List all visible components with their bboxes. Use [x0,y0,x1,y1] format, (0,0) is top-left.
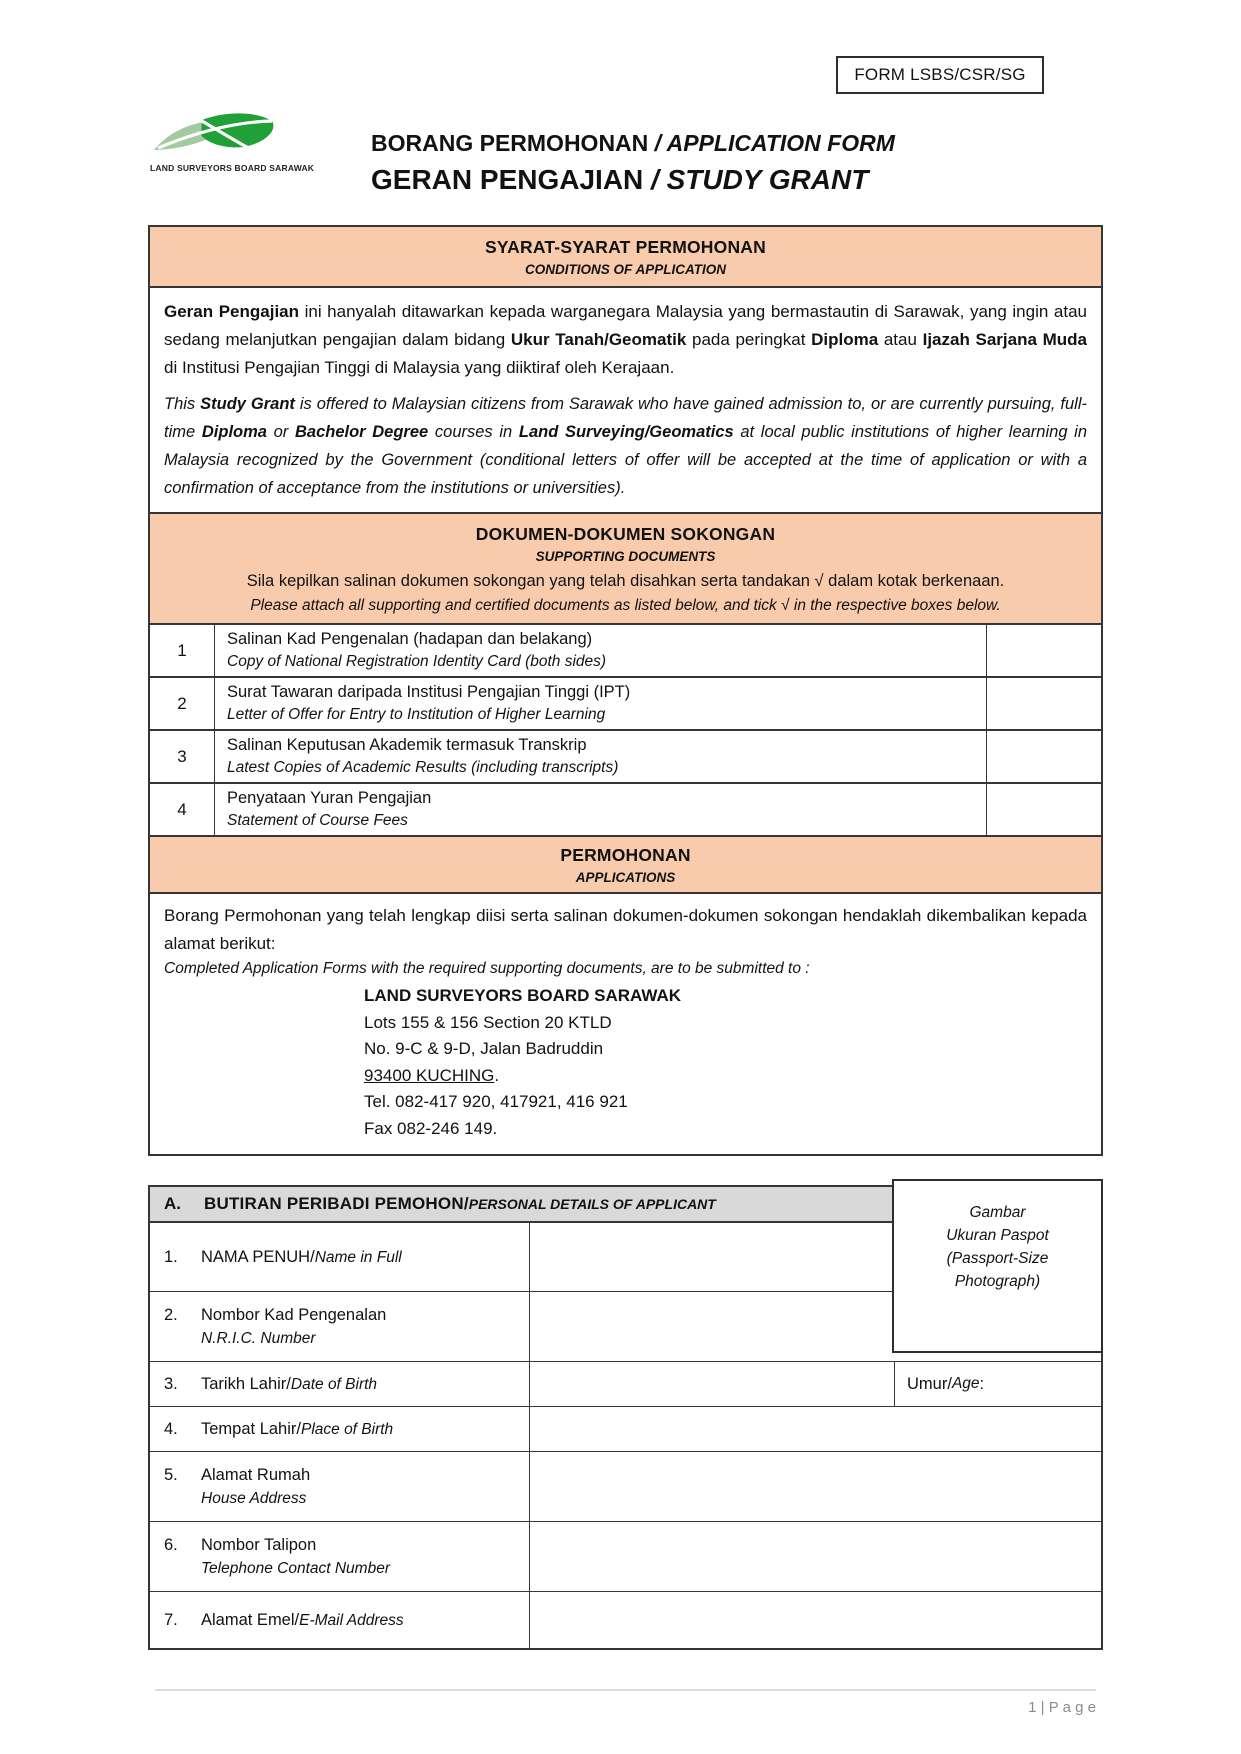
document-desc-en: Letter of Offer for Entry to Institution of Higher Learning [227,706,606,723]
document-row-number: 1 [150,625,215,676]
section-a-letter: A. [164,1194,181,1213]
documents-note-my: Sila kepilkan salinan dokumen sokongan yang telah disahkan serta tandakan √ dalam kotak berkenaan. [246,572,1005,590]
text-run: atau [878,330,923,349]
bold-run: Land Surveying/Geomatics [518,423,734,441]
field-label [150,1592,530,1648]
field-label-stack [201,1303,386,1351]
documents-title-en: SUPPORTING DOCUMENTS [535,549,716,564]
document-desc-my: Salinan Kad Pengenalan (hadapan dan belakang) [227,630,593,648]
document-row-number: 2 [150,678,215,729]
field-number: 1. [164,1247,178,1266]
field-input-pob[interactable] [530,1407,1101,1451]
conditions-and-documents-table [148,225,1103,1156]
field-number: 5. [164,1465,178,1484]
address-city-period: . [494,1065,500,1085]
address-city-line [364,1063,1087,1090]
page-number: 1 | P a g e [1028,1699,1096,1716]
document-desc-my: Penyataan Yuran Pengajian [227,789,432,807]
form-code-text: FORM LSBS/CSR/SG [854,65,1026,84]
conditions-paragraph-my [164,298,1087,382]
logo-caption: LAND SURVEYORS BOARD SARAWAK [150,163,315,173]
conditions-title-my: SYARAT-SYARAT PERMOHONAN [485,237,766,257]
photo-note-line: Ukuran Paspot [946,1227,1049,1244]
title-line2-en: STUDY GRANT [666,164,869,195]
field-label [150,1223,530,1291]
document-row-description [215,731,986,782]
field-row-telephone [150,1521,1101,1591]
field-label-my: Nombor Kad Pengenalan [201,1305,387,1324]
board-address-block [364,983,1087,1142]
title-sep2: / [643,164,667,195]
applications-title-en: APPLICATIONS [575,870,676,885]
field-input-telephone[interactable] [530,1522,1101,1591]
field-label-sep: / [310,1247,315,1266]
field-label-en: Name in Full [314,1248,402,1266]
title-line1-en: APPLICATION FORM [666,130,895,156]
field-number: 7. [164,1610,178,1629]
text-run: courses in [428,423,519,441]
text-run: pada peringkat [686,330,812,349]
document-row-number: 4 [150,784,215,835]
field-label-en: Place of Birth [300,1420,394,1438]
document-desc-en: Statement of Course Fees [227,812,408,829]
applications-paragraph-my: Borang Permohonan yang telah lengkap diisi serta salinan dokumen-dokumen sokongan hendaklah dikembalikan kepada alamat berikut: [164,906,1087,953]
field-label-my: Alamat Rumah [201,1465,311,1484]
section-a-title-sep: / [463,1194,469,1213]
field-row-email [150,1591,1101,1648]
age-label-my: Umur [907,1374,948,1393]
text-run: or [266,423,295,441]
field-label-sep: / [294,1610,300,1629]
documents-note-en: Please attach all supporting and certified documents as listed below, and tick √ in the respective boxes below. [250,597,1001,614]
document-desc-my: Surat Tawaran daripada Institusi Pengajian Tinggi (IPT) [227,683,631,701]
field-label-my: Tarikh Lahir [201,1374,287,1393]
document-desc-my: Salinan Keputusan Akademik termasuk Transkrip [227,736,587,754]
section-a-title-my: BUTIRAN PERIBADI PEMOHON [204,1194,464,1213]
conditions-paragraph-en [164,390,1087,502]
passport-photo-box [892,1179,1103,1353]
age-cell[interactable] [895,1362,1101,1406]
field-label-en: N.R.I.C. Number [201,1329,316,1347]
field-label [150,1452,530,1521]
tick-box-cell[interactable] [986,731,1101,782]
field-label-en: E-Mail Address [299,1611,404,1629]
field-label [150,1362,530,1406]
text-run: This [164,395,201,413]
field-number: 2. [164,1305,178,1324]
text-run: is offered to Malaysian citizens from Sarawak who have gained admission to, or are currently pursuing, full-time [164,395,1087,441]
applications-header-band [150,835,1101,892]
address-fax: Fax 082-246 149. [364,1118,498,1138]
page-title-line1 [371,130,895,157]
field-row-dob [150,1361,1101,1406]
document-row-number: 3 [150,731,215,782]
field-number: 3. [164,1374,178,1393]
field-input-dob[interactable] [530,1362,895,1406]
field-label-stack [201,1463,310,1511]
field-input-email[interactable] [530,1592,1101,1648]
age-label-sep: / [947,1374,952,1393]
bold-run: Bachelor Degree [294,423,429,441]
document-desc-en: Copy of National Registration Identity Card (both sides) [227,653,607,670]
field-row-pob [150,1406,1101,1451]
age-label-en: Age [951,1375,980,1392]
field-label-my: Nombor Talipon [201,1535,317,1554]
photo-note-line: Gambar [969,1204,1026,1221]
text-run: di Institusi Pengajian Tinggi di Malaysia yang diiktiraf oleh Kerajaan. [164,358,675,377]
address-name: LAND SURVEYORS BOARD SARAWAK [364,986,682,1005]
section-a-title-en: PERSONAL DETAILS OF APPLICANT [468,1196,716,1212]
field-number: 4. [164,1419,178,1438]
address-telephone: Tel. 082-417 920, 417921, 416 921 [364,1092,628,1111]
bold-run: Geran Pengajian [164,302,300,321]
applications-body [150,892,1101,1154]
conditions-header-band [150,227,1101,286]
conditions-body [150,286,1101,512]
field-label-my: Alamat Emel [201,1610,295,1629]
field-number: 6. [164,1535,178,1554]
bold-run: Study Grant [200,395,295,413]
tick-box-cell[interactable] [986,784,1101,835]
photo-note-line: (Passport-Size [946,1250,1049,1267]
bold-run: Diploma [201,423,267,441]
field-label-stack [201,1533,390,1581]
age-colon: : [979,1374,985,1393]
field-label-en: Telephone Contact Number [201,1559,390,1577]
field-input-house-address[interactable] [530,1452,1101,1521]
bold-run: Ijazah Sarjana Muda [922,330,1087,349]
field-label-en: House Address [201,1489,307,1507]
text-run: ini hanyalah ditawarkan kepada warganegara Malaysia yang bermastautin di Sarawak, yang ingin atau sedang melanjutkan pengajian dalam bidang [164,302,1087,349]
field-label-my: Tempat Lahir [201,1419,297,1438]
title-sep: / [648,130,667,156]
field-label-sep: / [296,1419,301,1438]
supporting-documents-header-band [150,512,1101,623]
bold-run: Diploma [811,330,879,349]
document-row-description [215,678,986,729]
footer-divider [155,1689,1096,1691]
form-code-badge [836,56,1044,94]
lsbs-logo-icon [150,110,314,162]
address-line2: No. 9-C & 9-D, Jalan Badruddin [364,1039,604,1058]
page-title [371,130,895,196]
conditions-title-en: CONDITIONS OF APPLICATION [525,262,726,277]
field-label-en: Date of Birth [290,1375,378,1393]
title-line2-my: GERAN PENGAJIAN [371,164,644,195]
applications-title-my: PERMOHONAN [560,845,691,865]
address-city: 93400 KUCHING [364,1065,495,1085]
text-run: at local public institutions of higher learning in Malaysia recognized by the Government (conditional letters of offer will be accepted at the time of application or with a confirmation of acceptance from the institutions or universities). [164,423,1088,497]
page-title-line2 [371,164,895,196]
address-line1: Lots 155 & 156 Section 20 KTLD [364,1012,612,1032]
document-row-3 [150,729,1101,782]
document-row-1 [150,623,1101,676]
applications-paragraph-en: Completed Application Forms with the required supporting documents, are to be submitted to : [164,960,810,977]
field-label-my: NAMA PENUH [201,1247,311,1266]
tick-box-cell[interactable] [986,678,1101,729]
document-desc-en: Latest Copies of Academic Results (including transcripts) [227,759,619,776]
field-label [150,1522,530,1591]
title-line1-my: BORANG PERMOHONAN [371,130,649,156]
document-row-2 [150,676,1101,729]
logo [150,110,314,173]
document-row-description [215,784,986,835]
field-label-sep: / [286,1374,291,1393]
tick-box-cell[interactable] [986,625,1101,676]
field-label [150,1407,530,1451]
field-row-house-address [150,1451,1101,1521]
photo-note-line: Photograph) [954,1273,1041,1290]
bold-run: Ukur Tanah/Geomatik [510,330,687,349]
document-row-description [215,625,986,676]
documents-title-my: DOKUMEN-DOKUMEN SOKONGAN [475,524,776,544]
document-row-4 [150,782,1101,835]
field-label [150,1292,530,1361]
